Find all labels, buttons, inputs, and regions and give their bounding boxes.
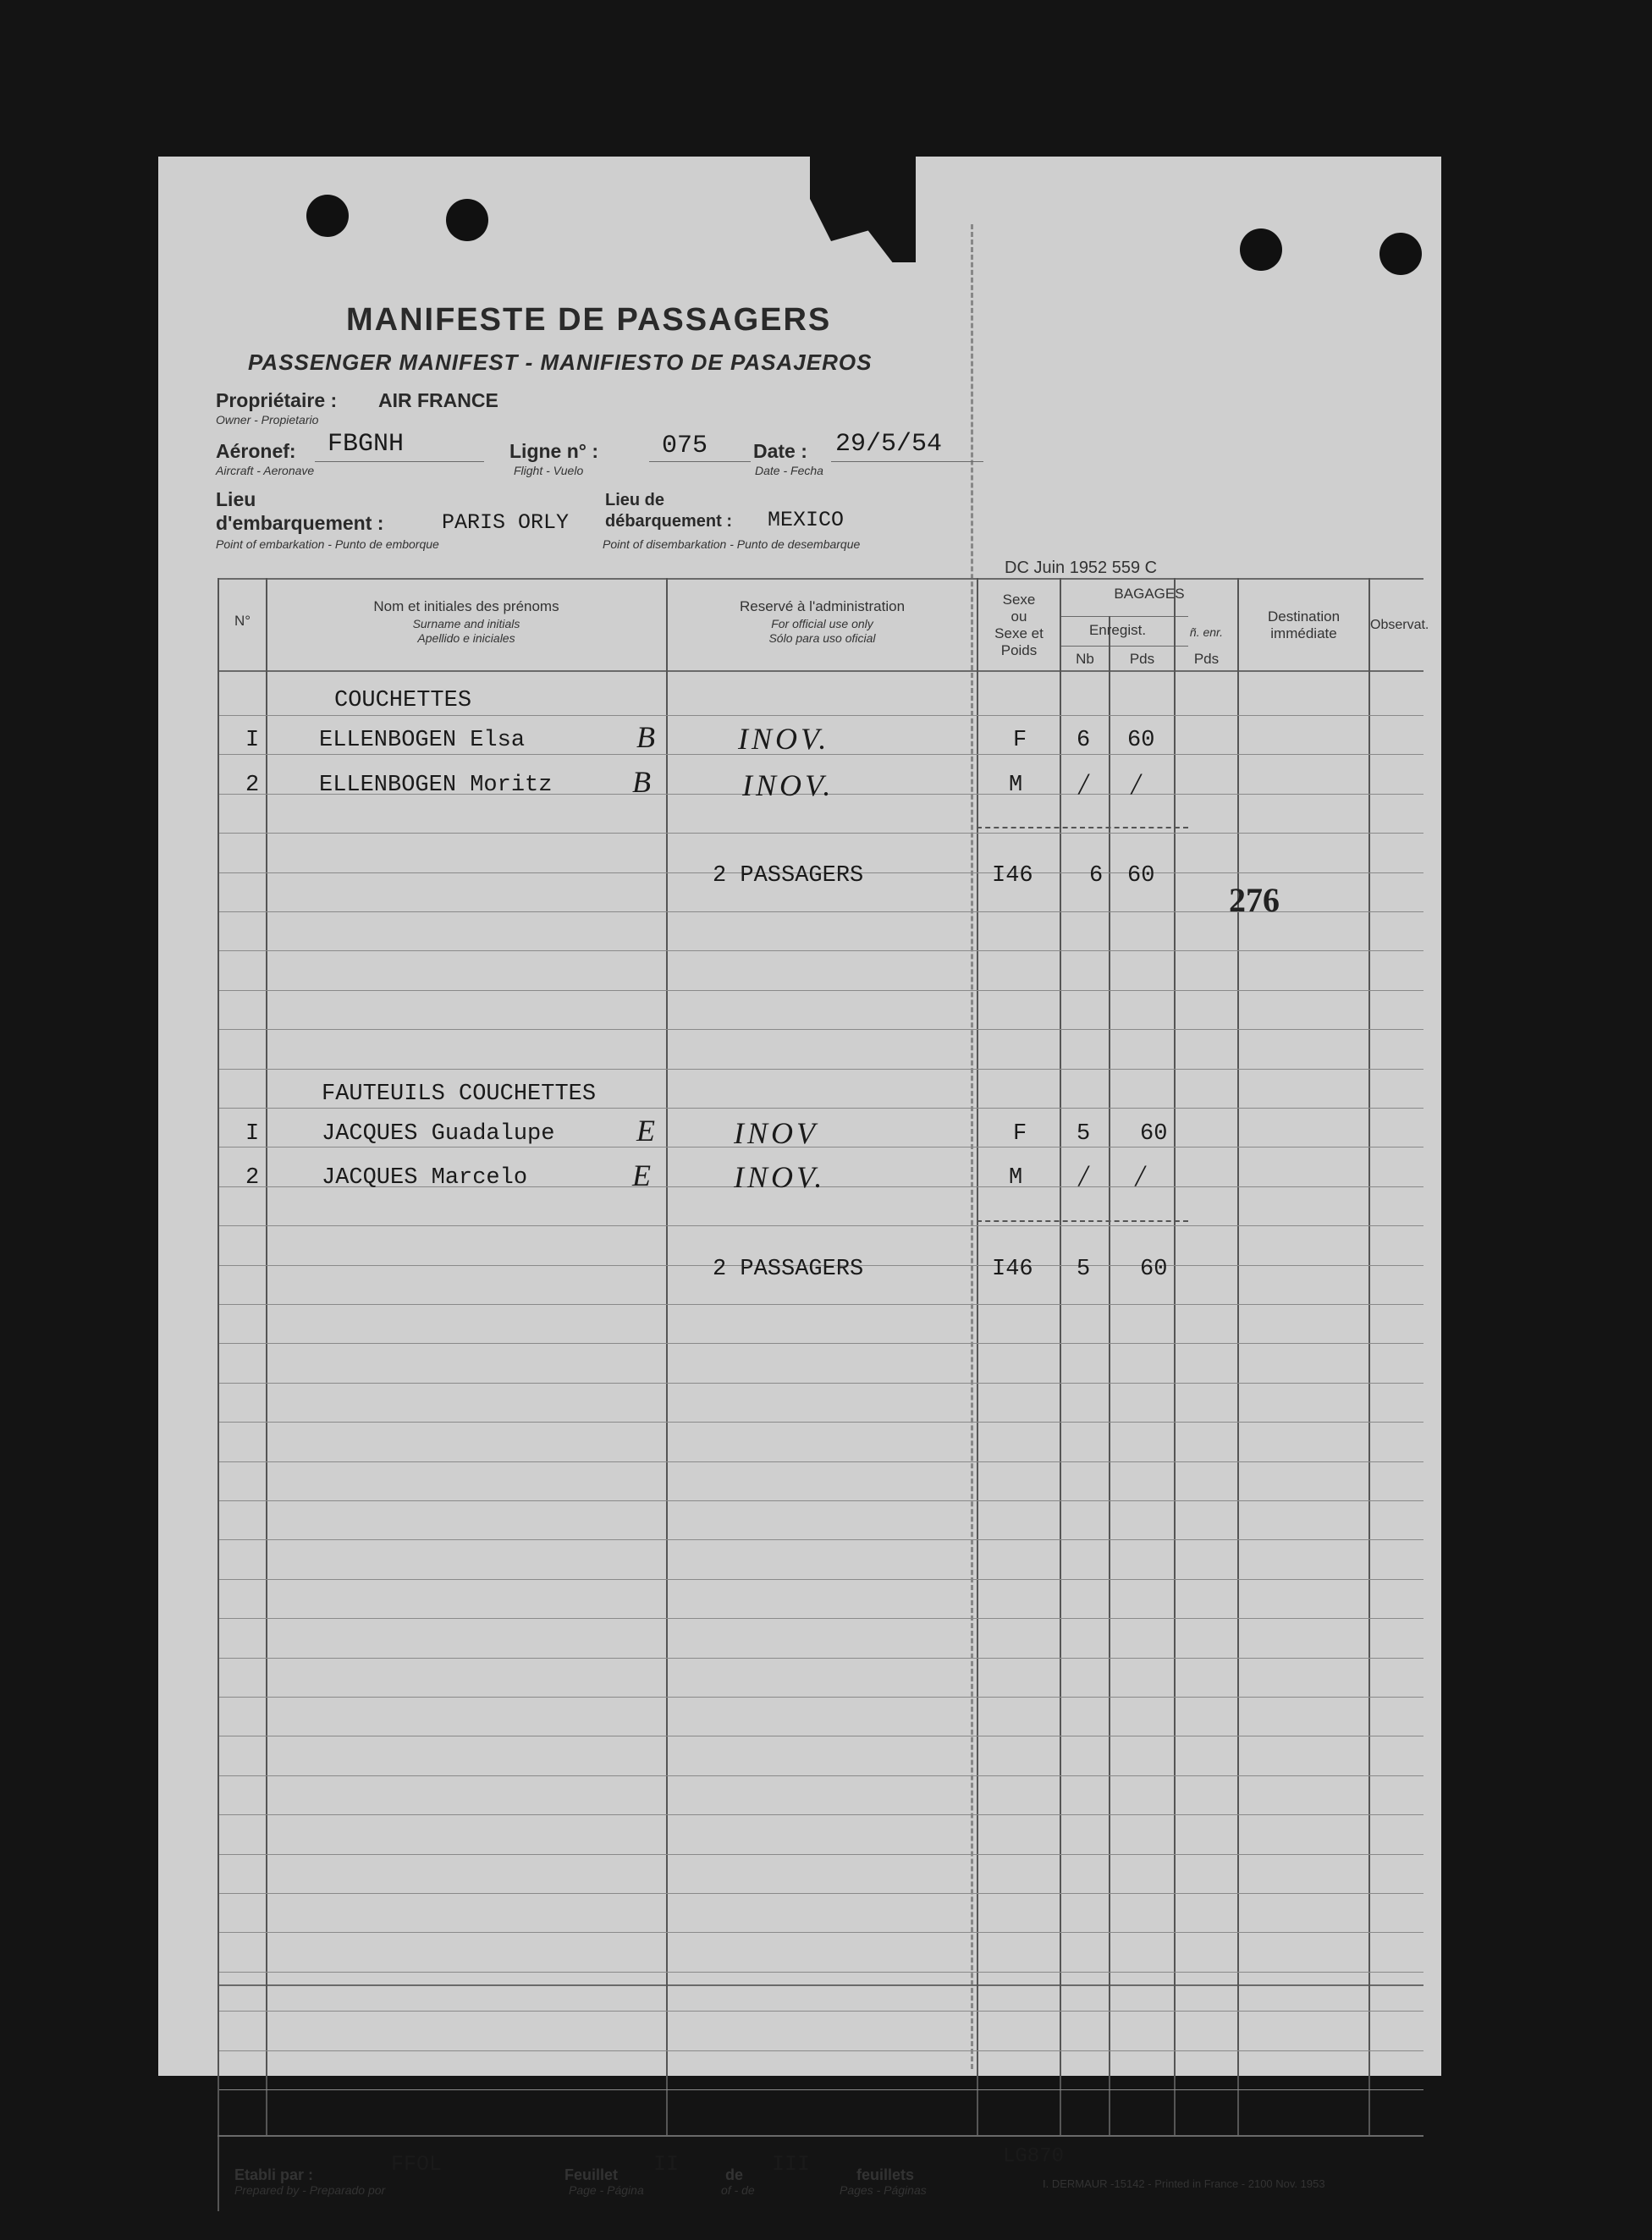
col-enregist: Enregist. (1088, 622, 1147, 638)
row-rule (219, 1932, 1423, 1933)
row-rule (219, 1500, 1423, 1501)
row2-mark: B (632, 765, 654, 799)
row-rule (219, 1579, 1423, 1580)
col-no: N° (234, 613, 251, 629)
embark-value: PARIS ORLY (442, 510, 570, 535)
col-sex-3: Sexe et (994, 625, 1044, 641)
row-rule (219, 1422, 1423, 1423)
row-rule (219, 1539, 1423, 1540)
col-rule (1109, 616, 1110, 2135)
total1-pds: 60 (1127, 863, 1155, 889)
row-rule (219, 1383, 1423, 1384)
date-underline (831, 461, 983, 462)
col-rule (666, 578, 668, 2135)
section-fauteuils: FAUTEUILS COUCHETTES (322, 1081, 597, 1107)
col-sex-2: ou (1010, 608, 1027, 625)
row-rule (219, 1069, 1423, 1070)
sheet-label: Feuillet (564, 2166, 619, 2183)
row1-mark: B (636, 720, 658, 754)
row2-sex: M (1009, 773, 1023, 798)
row4-admin: INOV. (734, 1160, 826, 1194)
row3-pds: 60 (1140, 1121, 1168, 1147)
row-rule (219, 1461, 1423, 1462)
total2-label: 2 PASSAGERS (713, 1257, 864, 1282)
paper-tab-cutout (810, 157, 916, 262)
punch-hole (1379, 233, 1422, 275)
row4-pds: / (1136, 1159, 1148, 1192)
row3-sex: F (1013, 1121, 1027, 1147)
date-value: 29/5/54 (835, 430, 943, 459)
owner-value: AIR FRANCE (378, 389, 498, 411)
date-label: Date : (753, 440, 807, 462)
disembark-label-2: débarquement : (605, 512, 733, 531)
manifest-title: MANIFESTE DE PASSAGERS (346, 302, 832, 338)
row4-nb: / (1079, 1159, 1092, 1192)
col-rule (977, 578, 978, 2135)
col-destination-2: immédiate (1270, 625, 1337, 641)
col-sex-4: Poids (1000, 642, 1038, 658)
col-admin-es: Sólo para uso oficial (768, 631, 876, 645)
row4-no: 2 (245, 1165, 260, 1191)
col-name: Nom et initiales des prénoms (373, 598, 559, 614)
row1-pds: 60 (1127, 728, 1155, 753)
enregist-rule (1061, 646, 1188, 647)
col-nonenr: ñ. enr. (1189, 625, 1224, 639)
disembark-value: MEXICO (768, 508, 845, 532)
row1-admin: INOV. (738, 722, 830, 756)
total2-weight: I46 (992, 1257, 1033, 1282)
col-rule (1060, 578, 1061, 2135)
owner-sub: Owner - Propietario (216, 413, 319, 427)
footer-top-rule (218, 2135, 1423, 2137)
disembark-label-1: Lieu de (605, 491, 665, 509)
row2-name: ELLENBOGEN Moritz (319, 773, 553, 798)
row4-mark: E (632, 1159, 654, 1192)
row-rule (219, 2050, 1423, 2051)
row3-name: JACQUES Guadalupe (322, 1121, 555, 1147)
punch-hole (1240, 228, 1282, 271)
printer-imprint: I. DERMAUR -15142 - Printed in France - 2100 Nov. 1953 (1043, 2177, 1325, 2190)
row-rule (219, 1697, 1423, 1698)
row4-sex: M (1009, 1165, 1023, 1191)
embark-label-2: d'embarquement : (216, 512, 384, 534)
total1-label: 2 PASSAGERS (713, 863, 864, 889)
punch-hole (446, 199, 488, 241)
col-rule (1237, 578, 1239, 2135)
row-rule (219, 2011, 1423, 2012)
row4-name: JACQUES Marcelo (322, 1165, 528, 1191)
form-ref: LG870 (1003, 2145, 1065, 2168)
total2-pds: 60 (1140, 1257, 1168, 1282)
pages-label: feuillets (856, 2166, 915, 2183)
total1-nb: 6 (1089, 863, 1104, 889)
row-rule (219, 1304, 1423, 1305)
row-rule (219, 1147, 1423, 1148)
row-rule (219, 1775, 1423, 1776)
row2-admin: INOV. (742, 768, 834, 802)
aircraft-sub: Aircraft - Aeronave (216, 464, 315, 477)
row-rule (219, 1029, 1423, 1030)
row-rule (219, 2089, 1423, 2090)
of-sub: of - de (721, 2183, 755, 2197)
row-rule (219, 1225, 1423, 1226)
row1-nb: 6 (1077, 728, 1091, 753)
section-couchettes: COUCHETTES (334, 688, 472, 713)
total1-weight: I46 (992, 863, 1033, 889)
stamp-number: 276 (1229, 881, 1280, 919)
row2-pds: / (1132, 767, 1144, 801)
row-rule (219, 715, 1423, 716)
form-code: DC Juin 1952 559 C (1005, 559, 1158, 577)
row1-name: ELLENBOGEN Elsa (319, 728, 526, 753)
row-rule (219, 1108, 1423, 1109)
row3-admin: INOV (734, 1116, 818, 1150)
embark-label-1: Lieu (216, 488, 256, 510)
punch-hole (306, 195, 349, 237)
row-rule (219, 950, 1423, 951)
table-bottom-rule (218, 1984, 1423, 1986)
aircraft-label: Aéronef: (216, 440, 296, 462)
col-pds2: Pds (1193, 651, 1220, 667)
table-top-rule (218, 578, 1423, 580)
total2-nb: 5 (1077, 1257, 1091, 1282)
col-name-en: Surname and initials (412, 617, 520, 630)
bagages-rule (1061, 616, 1188, 617)
row-rule (219, 1343, 1423, 1344)
col-observ: Observat. (1370, 618, 1429, 632)
pages-sub: Pages - Páginas (840, 2183, 927, 2197)
col-rule (266, 578, 267, 2135)
col-admin: Reservé à l'administration (739, 598, 906, 614)
col-pds: Pds (1129, 651, 1155, 667)
manifest-subtitle: PASSENGER MANIFEST - MANIFIESTO DE PASAJEROS (248, 349, 873, 375)
row3-mark: E (636, 1114, 658, 1148)
subtotal-rule (977, 827, 1188, 828)
aircraft-underline (315, 461, 484, 462)
flight-underline (649, 461, 751, 462)
row-rule (219, 1893, 1423, 1894)
disembark-sub: Point of disembarkation - Punto de desembarque (603, 537, 861, 551)
flight-sub: Flight - Vuelo (514, 464, 584, 477)
col-bagages: BAGAGES (1114, 586, 1185, 602)
row-rule (219, 1814, 1423, 1815)
row3-no: I (245, 1121, 260, 1147)
row2-nb: / (1079, 767, 1092, 801)
row-rule (219, 1658, 1423, 1659)
date-sub: Date - Fecha (755, 464, 823, 477)
row1-no: I (245, 728, 260, 753)
flight-label: Ligne n° : (509, 440, 599, 462)
of-label: de (725, 2166, 744, 2183)
row-rule (219, 1618, 1423, 1619)
manifest-sheet (158, 157, 1441, 2197)
col-rule (218, 578, 219, 2211)
prepared-label: Etabli par : (234, 2166, 314, 2183)
row1-sex: F (1013, 728, 1027, 753)
col-rule (1368, 578, 1370, 2135)
flight-value: 075 (662, 432, 708, 460)
col-rule (1174, 578, 1176, 2135)
row3-nb: 5 (1077, 1121, 1091, 1147)
col-admin-en: For official use only (771, 617, 873, 630)
col-nb: Nb (1076, 651, 1094, 667)
aircraft-value: FBGNH (328, 430, 405, 459)
table-header-rule (218, 670, 1423, 672)
row-rule (219, 1854, 1423, 1855)
col-name-es: Apellido e iniciales (417, 631, 515, 645)
prepared-value: FFOL (391, 2152, 443, 2177)
row-rule (219, 833, 1423, 834)
prepared-sub: Prepared by - Preparado por (234, 2183, 386, 2197)
subtotal-rule (977, 1220, 1188, 1222)
of-value: III (772, 2152, 811, 2177)
row-rule (219, 1972, 1423, 1973)
sheet-value: II (653, 2152, 680, 2177)
row-rule (219, 990, 1423, 991)
row2-no: 2 (245, 773, 260, 798)
page-sub: Page - Página (569, 2183, 644, 2197)
embark-sub: Point of embarkation - Punto de emborque (216, 537, 439, 551)
owner-label: Propriétaire : (216, 389, 338, 411)
col-sex-1: Sexe (1002, 592, 1036, 608)
col-destination-1: Destination (1267, 608, 1341, 625)
